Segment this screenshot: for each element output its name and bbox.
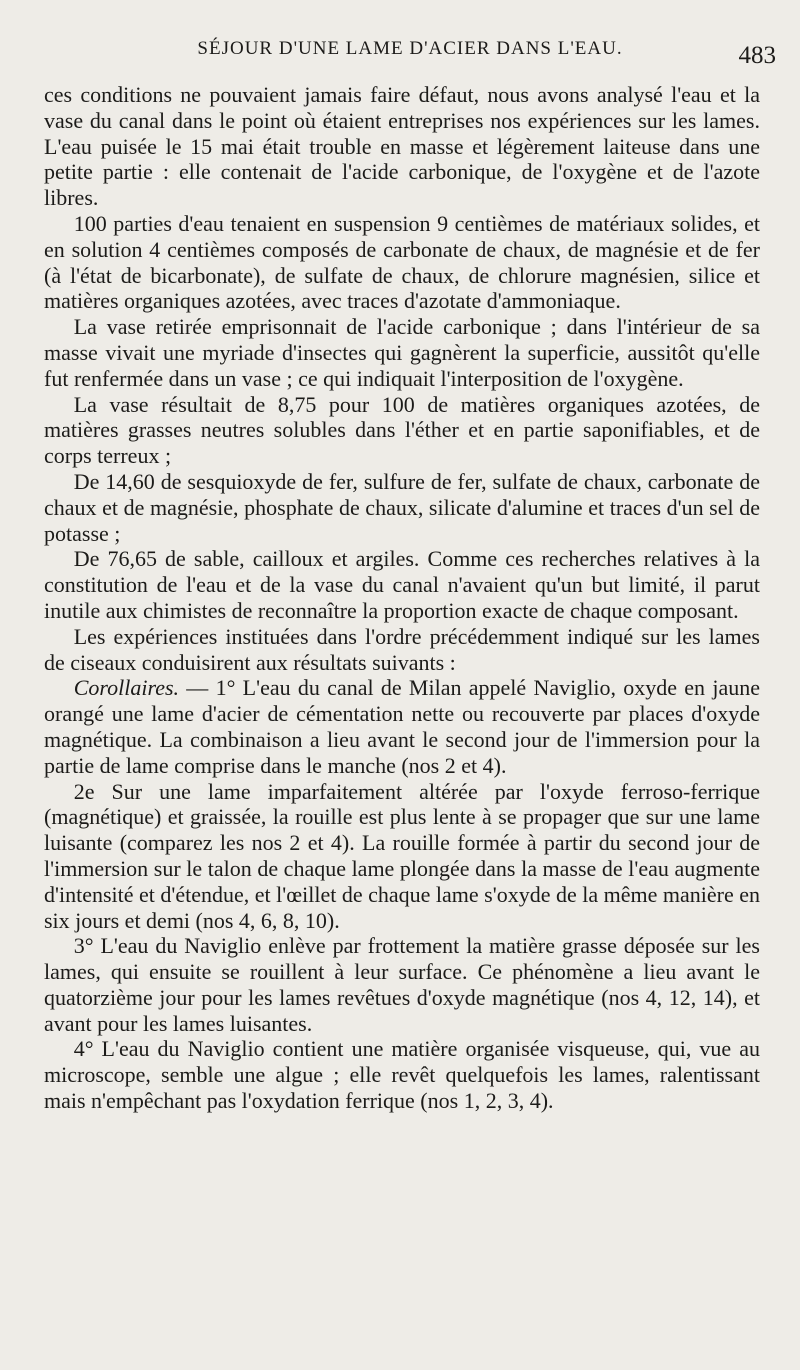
- page-body: [44, 82, 760, 1114]
- paragraph-8-text: — 1° L'eau du canal de Milan appelé Naviglio, oxyde en jaune orangé une lame d'acier de cémentation nette ou recouverte par places d'oxyde magnétique. La combinaison a lieu avant le second jour de l'immersion pour la partie de lame comprise dans le manche (nos 2 et 4).: [44, 675, 760, 778]
- running-title: SÉJOUR D'UNE LAME D'ACIER DANS L'EAU.: [197, 38, 623, 59]
- paragraph-1: ces conditions ne pouvaient jamais faire défaut, nous avons analysé l'eau et la vase du canal dans le point où étaient entreprises nos expériences sur les lames. L'eau puisée le 15 mai était trouble en masse et légèrement laiteuse dans une petite partie : elle contenait de l'acide carbonique, de l'oxygène et de l'azote libres.: [44, 82, 760, 211]
- page-number: 483: [738, 42, 776, 69]
- paragraph-5: De 14,60 de sesquioxyde de fer, sulfure de fer, sulfate de chaux, carbonate de chaux et de magnésie, phosphate de chaux, silicate d'alumine et traces d'un sel de potasse ;: [44, 468, 760, 546]
- paragraph-11: 4° L'eau du Naviglio contient une matière organisée visqueuse, qui, vue au microscope, semble une algue ; elle revêt quelquefois les lames, ralentissant mais n'empêchant pas l'oxydation ferrique (nos 1, 2, 3, 4).: [44, 1036, 760, 1114]
- paragraph-9: 2e Sur une lame imparfaitement altérée par l'oxyde ferroso-ferrique (magnétique) et graissée, la rouille est plus lente à se propager que sur une lame luisante (comparez les nos 2 et 4). La rouille formée à partir du second jour de l'immersion sur le talon de chaque lame plongée dans la masse de l'eau augmente d'intensité et d'étendue, et l'œillet de chaque lame s'oxyde de la même manière en six jours et demi (nos 4, 6, 8, 10).: [44, 778, 760, 933]
- corollaires-heading: Corollaires.: [73, 675, 180, 701]
- paragraph-2: 100 parties d'eau tenaient en suspension 9 centièmes de matériaux solides, et en solution 4 centièmes composés de carbonate de chaux, de magnésie et de fer (à l'état de bicarbonate), de sulfate de chaux, de chlorure magnésien, silice et matières organiques azotées, avec traces d'azotate d'ammoniaque.: [44, 210, 760, 314]
- paragraph-3: La vase retirée emprisonnait de l'acide carbonique ; dans l'intérieur de sa masse vivait une myriade d'insectes qui gagnèrent la superficie, aussitôt qu'elle fut renfermée dans un vase ; ce qui indiquait l'interposition de l'oxygène.: [44, 314, 760, 391]
- paragraph-4: La vase résultait de 8,75 pour 100 de matières organiques azotées, de matières grasses neutres solubles dans l'éther et en partie saponifiables, et de corps terreux ;: [44, 391, 760, 469]
- paragraph-6: De 76,65 de sable, cailloux et argiles. Comme ces recherches relatives à la constitution de l'eau et de la vase du canal n'avaient qu'un but limité, il parut inutile aux chimistes de reconnaître la proportion exacte de chaque composant.: [44, 546, 760, 623]
- paragraph-7: Les expériences instituées dans l'ordre précédemment indiqué sur les lames de ciseaux conduisirent aux résultats suivants :: [44, 623, 760, 675]
- paragraph-8: [44, 675, 760, 778]
- paragraph-10: 3° L'eau du Naviglio enlève par frottement la matière grasse déposée sur les lames, qui ensuite se rouillent à leur surface. Ce phénomène a lieu avant le quatorzième jour pour les lames revêtues d'oxyde magnétique (nos 4, 12, 14), et avant pour les lames luisantes.: [44, 933, 760, 1036]
- page-header: [44, 28, 776, 68]
